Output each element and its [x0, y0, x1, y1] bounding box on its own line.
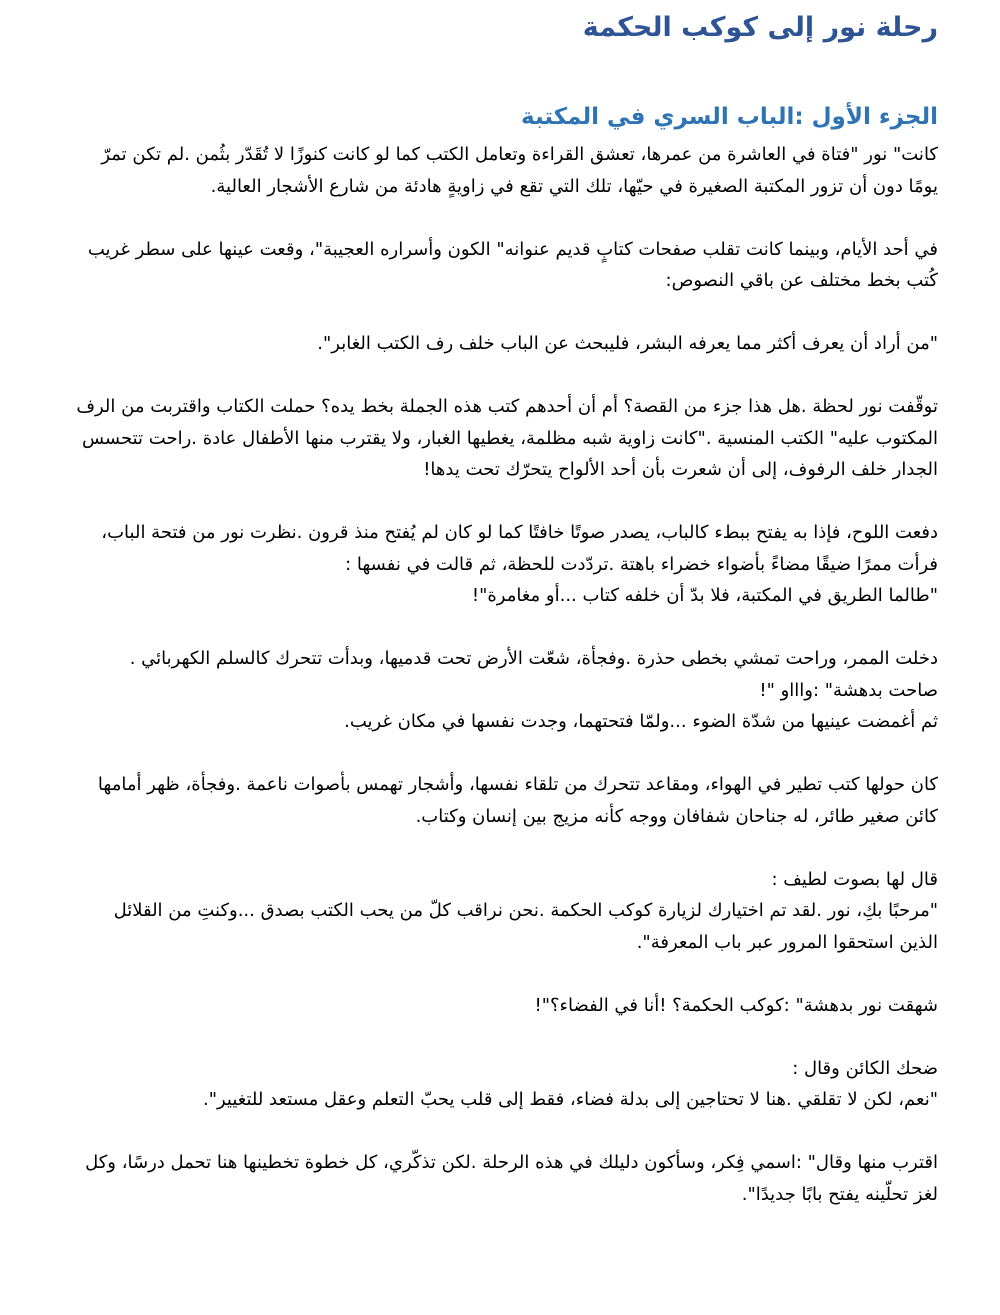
story-paragraph [30, 643, 938, 738]
text-line: "طالما الطريق في المكتبة، فلا بدّ أن خلفه كتاب ...أو مغامرة"! [471, 585, 938, 606]
text-line: "مرحبًا بكِ، نور .لقد تم اختيارك لزيارة كوكب الحكمة .نحن نراقب كلّ من يحب الكتب بصدق ...وكنتِ من القلائل [113, 900, 938, 921]
text-line: الجدار خلف الرفوف، إلى أن شعرت بأن أحد الألواح يتحرّك تحت يدها! [423, 459, 938, 480]
story-paragraph [30, 391, 938, 486]
text-line: "من أراد أن يعرف أكثر مما يعرفه البشر، فليبحث عن الباب خلف رف الكتب الغابر". [317, 333, 938, 354]
story-paragraph [30, 769, 938, 832]
section-heading: الجزء الأول :الباب السري في المكتبة [521, 104, 938, 130]
text-line: توقّفت نور لحظة .هل هذا جزء من القصة؟ أم أن أحدهم كتب هذه الجملة بخط يده؟ حملت الكتاب واقتربت من الرف [76, 396, 938, 417]
text-line: "نعم، لكن لا تقلقي .هنا لا تحتاجين إلى بدلة فضاء، فقط إلى قلب يحبّ التعلم وعقل مستعد للتغيير". [202, 1089, 938, 1110]
text-line: قال لها بصوت لطيف : [771, 868, 938, 890]
text-line: فرأت ممرًا ضيقًا مضاءً بأضواء خضراء باهتة .تردّدت للحظة، ثم قالت في نفسها : [345, 553, 938, 575]
story-paragraph [30, 1053, 938, 1116]
text-line: كانت" نور "فتاة في العاشرة من عمرها، تعشق القراءة وتعامل الكتب كما لو كانت كنوزًا لا تُقَدّر بثُمن .لم تكن تمرّ [101, 144, 938, 165]
text-line: اقترب منها وقال" :اسمي فِكر، وسأكون دليلك في هذه الرحلة .لكن تذكّري، كل خطوة تخطينها هنا تحمل درسًا، وكل [85, 1152, 938, 1173]
text-line: كان حولها كتب تطير في الهواء، ومقاعد تتحرك من تلقاء نفسها، وأشجار تهمس بأصوات ناعمة .وفجأة، ظهر أمامها [97, 774, 938, 795]
text-line: المكتوب عليه" الكتب المنسية ."كانت زاوية شبه مظلمة، يغطيها الغبار، ولا يقترب منها الأطفال عادة .راحت تتحسس [81, 427, 938, 449]
text-line: صاحت بدهشة" :واااو "! [759, 679, 938, 701]
text-line: كائن صغير طائر، له جناحان شفافان ووجه كأنه مزيج بين إنسان وكتاب. [415, 805, 938, 827]
text-line: في أحد الأيام، وبينما كانت تقلب صفحات كتابٍ قديم عنوانه" الكون وأسراره العجيبة"، وقعت عينها على سطر غريب [87, 238, 938, 260]
text-line: لغز تحلّينه يفتح بابًا جديدًا". [741, 1183, 938, 1205]
text-line: شهقت نور بدهشة" :كوكب الحكمة؟ !أنا في الفضاء؟"! [534, 994, 938, 1016]
text-line: دفعت اللوح، فإذا به يفتح ببطء كالباب، يصدر صوتًا خافتًا كما لو كان لم يُفتح منذ قرون .نظرت نور من فتحة الباب، [101, 522, 938, 543]
story-paragraph [30, 1147, 938, 1210]
text-line: ضحك الكائن وقال : [792, 1057, 938, 1079]
text-line: دخلت الممر، وراحت تمشي بخطى حذرة .وفجأة، شعّت الأرض تحت قدميها، وبدأت تتحرك كالسلم الكهربائي . [129, 648, 938, 669]
document-title: رحلة نور إلى كوكب الحكمة [582, 12, 938, 43]
text-line: كُتب بخط مختلف عن باقي النصوص: [665, 270, 938, 291]
story-paragraph [30, 990, 938, 1022]
text-line: يومًا دون أن تزور المكتبة الصغيرة في حيّها، تلك التي تقع في زاويةٍ هادئة من شارع الأشجار العالية. [210, 175, 938, 197]
story-paragraph [30, 328, 938, 360]
story-paragraph [30, 234, 938, 297]
story-body [30, 139, 938, 1210]
text-line: ثم أغمضت عينيها من شدّة الضوء ...ولمّا فتحتهما، وجدت نفسها في مكان غريب. [344, 711, 938, 732]
story-paragraph [30, 517, 938, 612]
story-paragraph [30, 864, 938, 959]
text-line: الذين استحقوا المرور عبر باب المعرفة". [636, 931, 938, 953]
story-paragraph [30, 139, 938, 202]
